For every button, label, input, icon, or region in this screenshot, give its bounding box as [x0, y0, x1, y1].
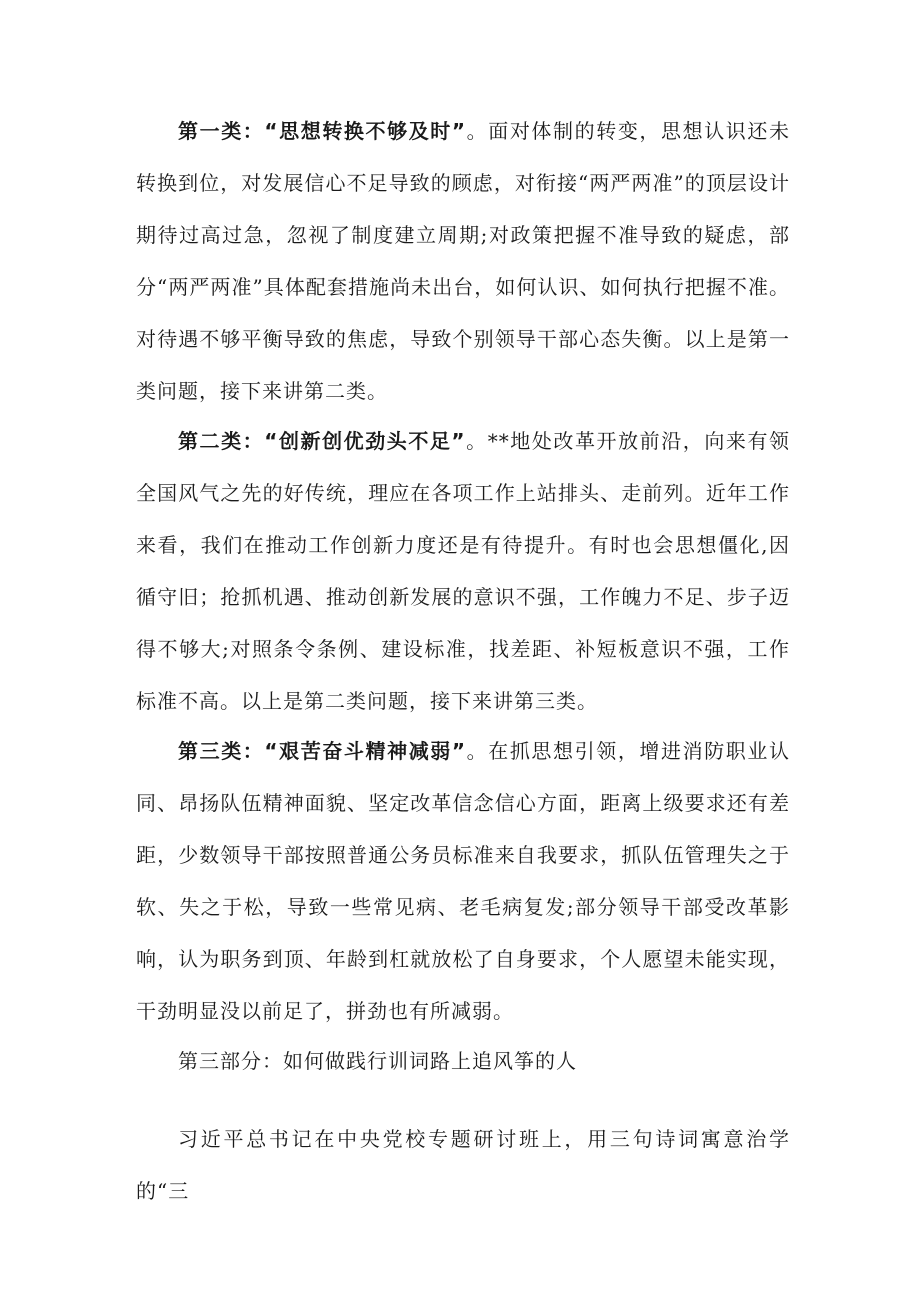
paragraph-category-one — [136, 105, 790, 417]
paragraph-category-three — [136, 725, 790, 1037]
category-two-lead: 第二类：“创新创优劲头不足” — [178, 429, 466, 453]
category-three-text: 。在抓思想引领，增进消防职业认同、昂扬队伍精神面貌、坚定改革信念信心方面，距离上级要求还有差距，少数领导干部按照普通公务员标准来自我要求，抓队伍管理失之于软、失之于松，导致一些常见病、老毛病复发;部分领导干部受改革影响，认为职务到顶、年龄到杠就放松了自身要求，个人愿望未能实现，干劲明显没以前足了，拼劲也有所减弱。 — [136, 739, 790, 1023]
section-heading: 第三部分：如何做践行训词路上追风筝的人 — [178, 1049, 577, 1073]
category-three-lead: 第三类：“艰苦奋斗精神减弱” — [178, 739, 467, 763]
closing-paragraph: 习近平总书记在中央党校专题研讨班上，用三句诗词寓意治学的“三 — [136, 1127, 790, 1203]
category-one-text: 。面对体制的转变，思想认识还未转换到位，对发展信心不足导致的顾虑，对衔接“两严两准”的顶层设计期待过高过急，忽视了制度建立周期;对政策把握不准导致的疑虑，部分“两严两准”具体配套措施尚未出台，如何认识、如何执行把握不准。对待遇不够平衡导致的焦虑，导致个别领导干部心态失衡。以上是第一类问题，接下来讲第二类。 — [136, 119, 790, 403]
paragraph-category-two — [136, 415, 790, 727]
category-two-text: 。**地处改革开放前沿，向来有领全国风气之先的好传统，理应在各项工作上站排头、走前列。近年工作来看，我们在推动工作创新力度还是有待提升。有时也会思想僵化,因循守旧；抢抓机遇、推动创新发展的意识不强，工作魄力不足、步子迈得不够大;对照条令条例、建设标准，找差距、补短板意识不强，工作标准不高。以上是第二类问题，接下来讲第三类。 — [136, 429, 791, 713]
category-one-lead: 第一类：“思想转换不够及时” — [178, 119, 467, 143]
